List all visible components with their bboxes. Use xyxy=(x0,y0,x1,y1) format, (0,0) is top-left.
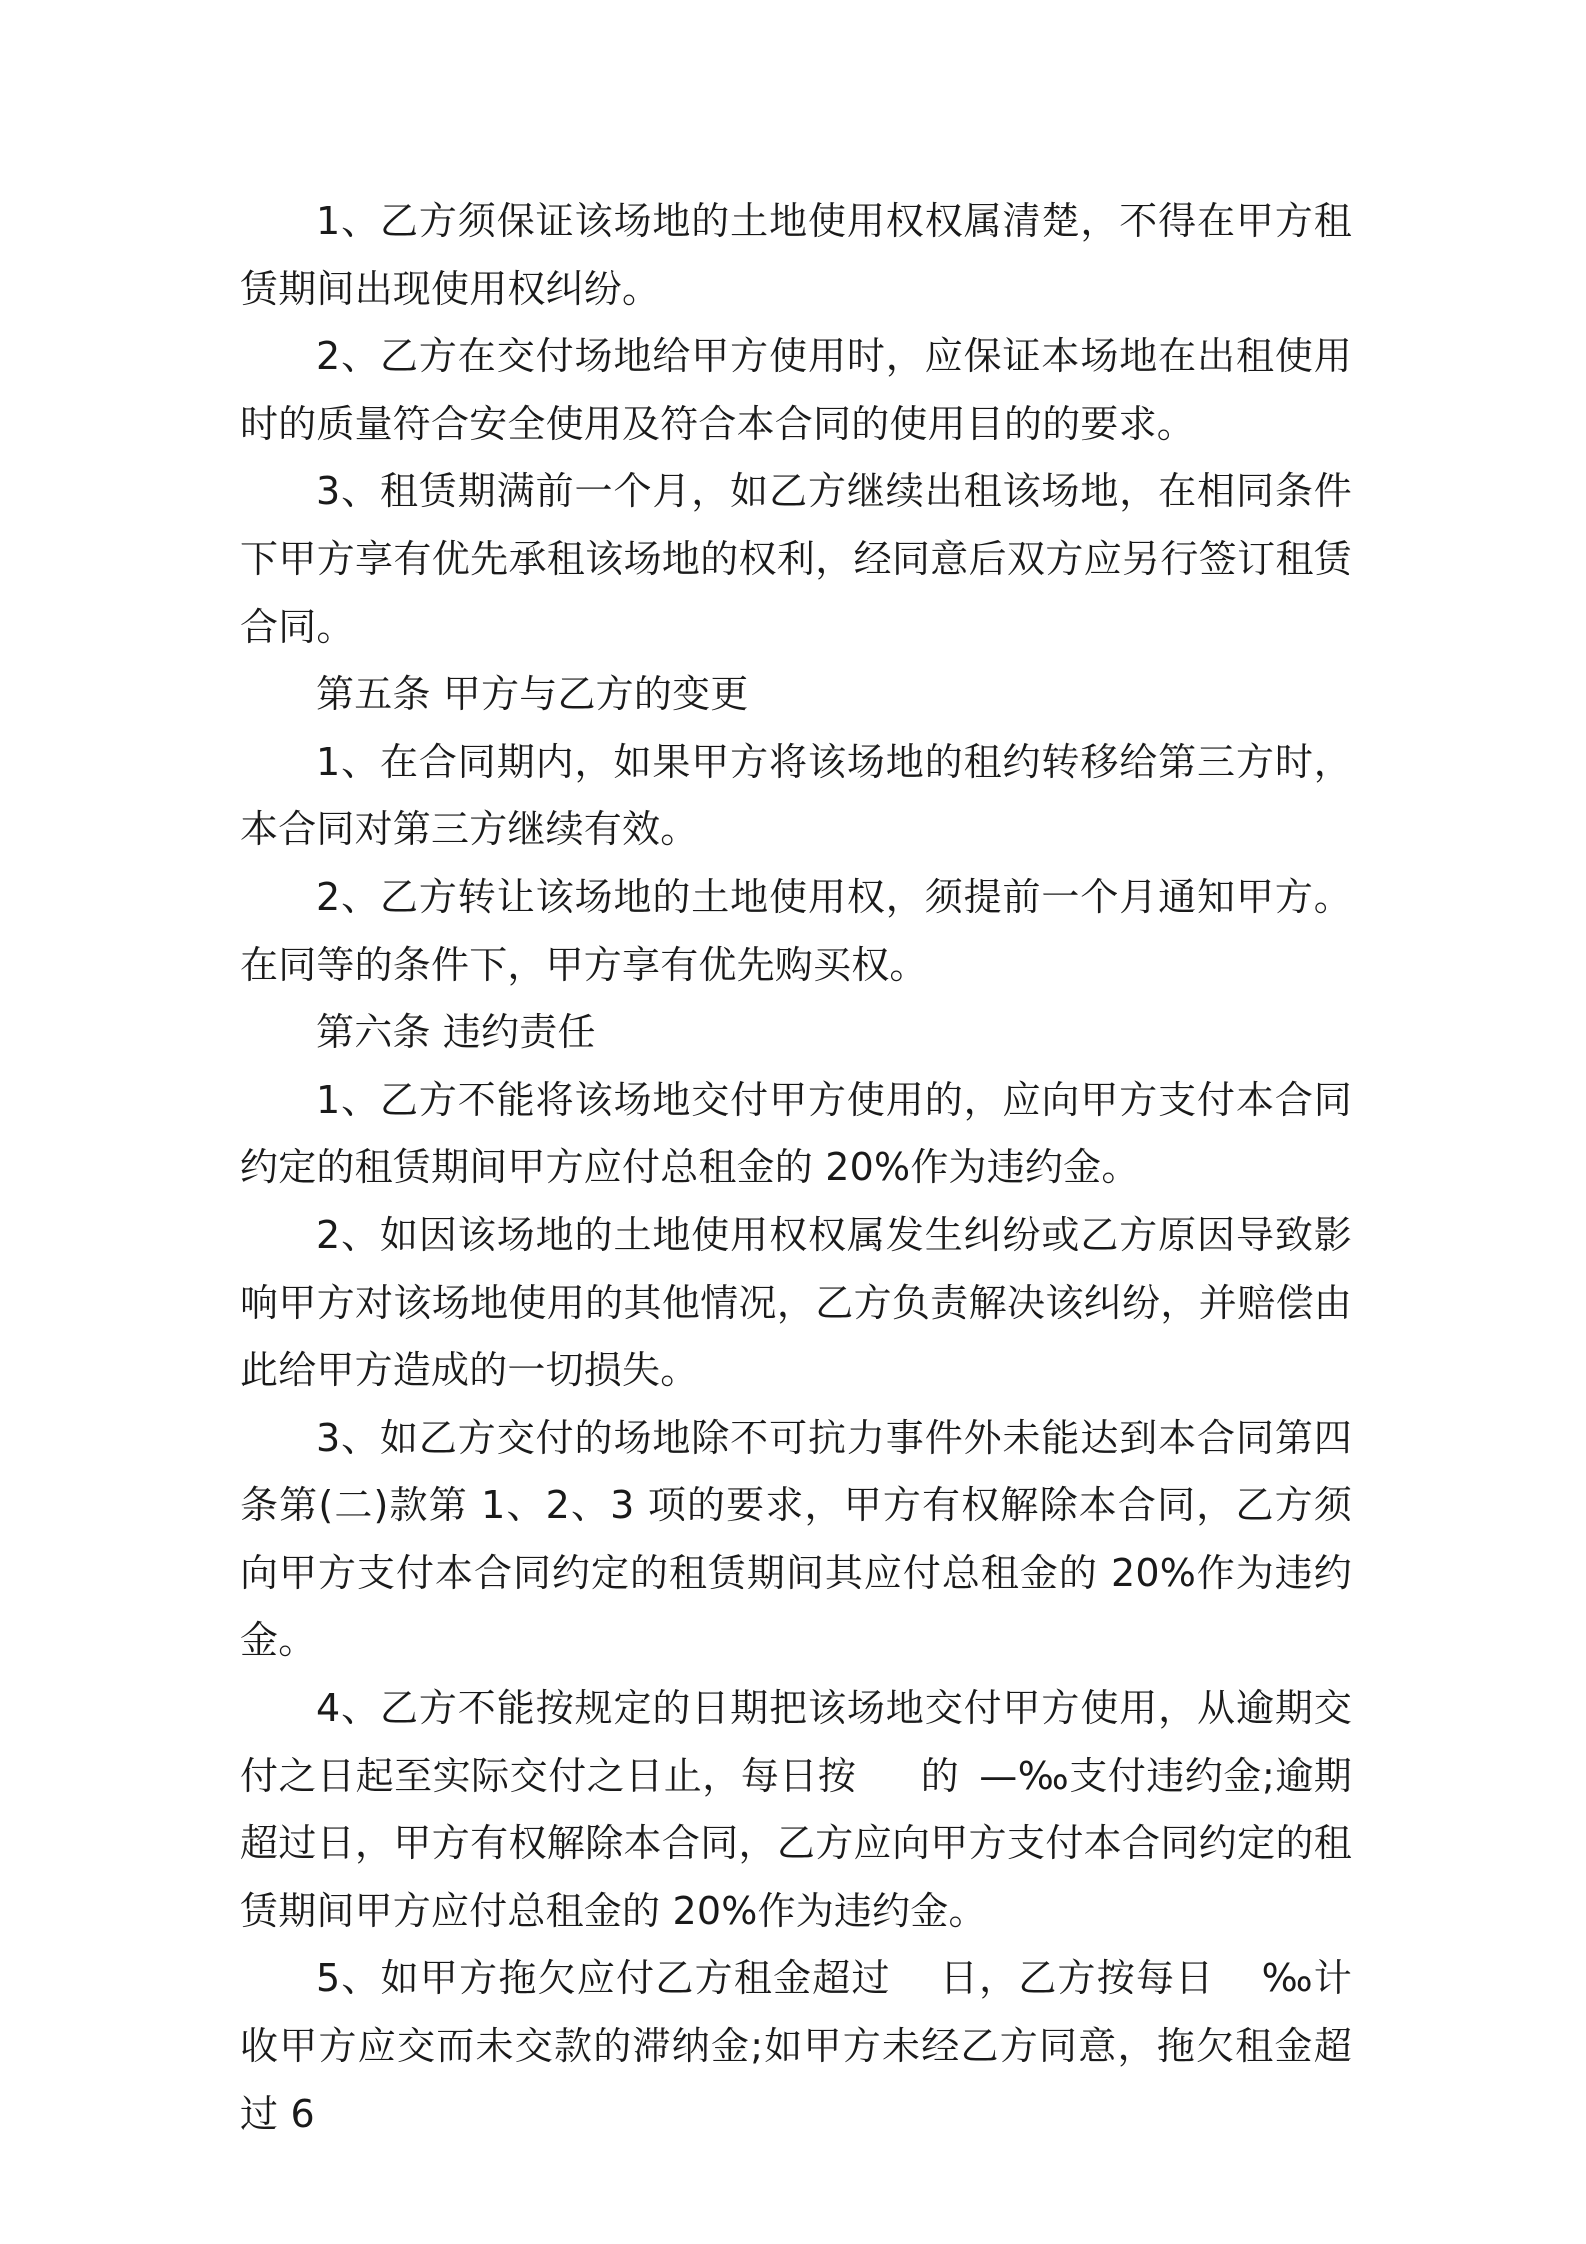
item-4-text-b: 的 xyxy=(920,1753,960,1798)
clause-4-2-item-2: 2、乙方在交付场地给甲方使用时，应保证本场地在出租使用时的质量符合安全使用及符合本合同的使用目的的要求。 xyxy=(240,334,1352,446)
item-4-text-c: —‰支付违约金;逾期超过 xyxy=(240,1753,1353,1866)
item-5-text-c: ‰计收甲方应交而未交款的滞纳金;如甲方未经乙方同意，拖欠租金超过 6 xyxy=(240,1956,1353,2136)
article-6-item-3: 3、如乙方交付的场地除不可抗力事件外未能达到本合同第四条第(二)款第 1、2、3 项的要求，甲方有权解除本合同，乙方须向甲方支付本合同约定的租赁期间其应付总租金的 20%作为违约金。 xyxy=(240,1415,1352,1663)
item-4-text-a: 4、乙方不能按规定的日期把该场地交付甲方使用，从逾期交付之日起至实际交付之日止，每日按 xyxy=(240,1686,1352,1798)
article-6-heading: 第六条 违约责任 xyxy=(316,1010,596,1055)
item-4-text-d: 日，甲方有权解除本合同，乙方应向甲方支付本合同约定的租赁期间甲方应付总租金的 20%作为违约金。 xyxy=(240,1821,1352,1933)
clause-4-2-item-3: 3、租赁期满前一个月，如乙方继续出租该场地，在相同条件下甲方享有优先承租该场地的权利，经同意后双方应另行签订租赁合同。 xyxy=(240,469,1352,649)
clause-4-2-item-1: 1、乙方须保证该场地的土地使用权权属清楚，不得在甲方租赁期间出现使用权纠纷。 xyxy=(240,199,1352,311)
article-5-item-1: 1、在合同期内，如果甲方将该场地的租约转移给第三方时，本合同对第三方继续有效。 xyxy=(240,739,1352,852)
article-6-item-2: 2、如因该场地的土地使用权权属发生纠纷或乙方原因导致影响甲方对该场地使用的其他情况，乙方负责解决该纠纷，并赔偿由此给甲方造成的一切损失。 xyxy=(240,1212,1352,1393)
item-5-text-b: 日，乙方按每日 xyxy=(938,1956,1215,2001)
article-6-item-1: 1、乙方不能将该场地交付甲方使用的，应向甲方支付本合同约定的租赁期间甲方应付总租金的 20%作为违约金。 xyxy=(240,1077,1352,1190)
document-body xyxy=(240,188,1352,2148)
article-6-item-4 xyxy=(240,1675,1352,1945)
article-6-item-5 xyxy=(240,1945,1352,2148)
article-5-heading: 第五条 甲方与乙方的变更 xyxy=(316,672,749,717)
item-5-text-a: 5、如甲方拖欠应付乙方租金超过 xyxy=(316,1956,891,2001)
article-5-item-2: 2、乙方转让该场地的土地使用权，须提前一个月通知甲方。在同等的条件下，甲方享有优先购买权。 xyxy=(240,874,1352,987)
